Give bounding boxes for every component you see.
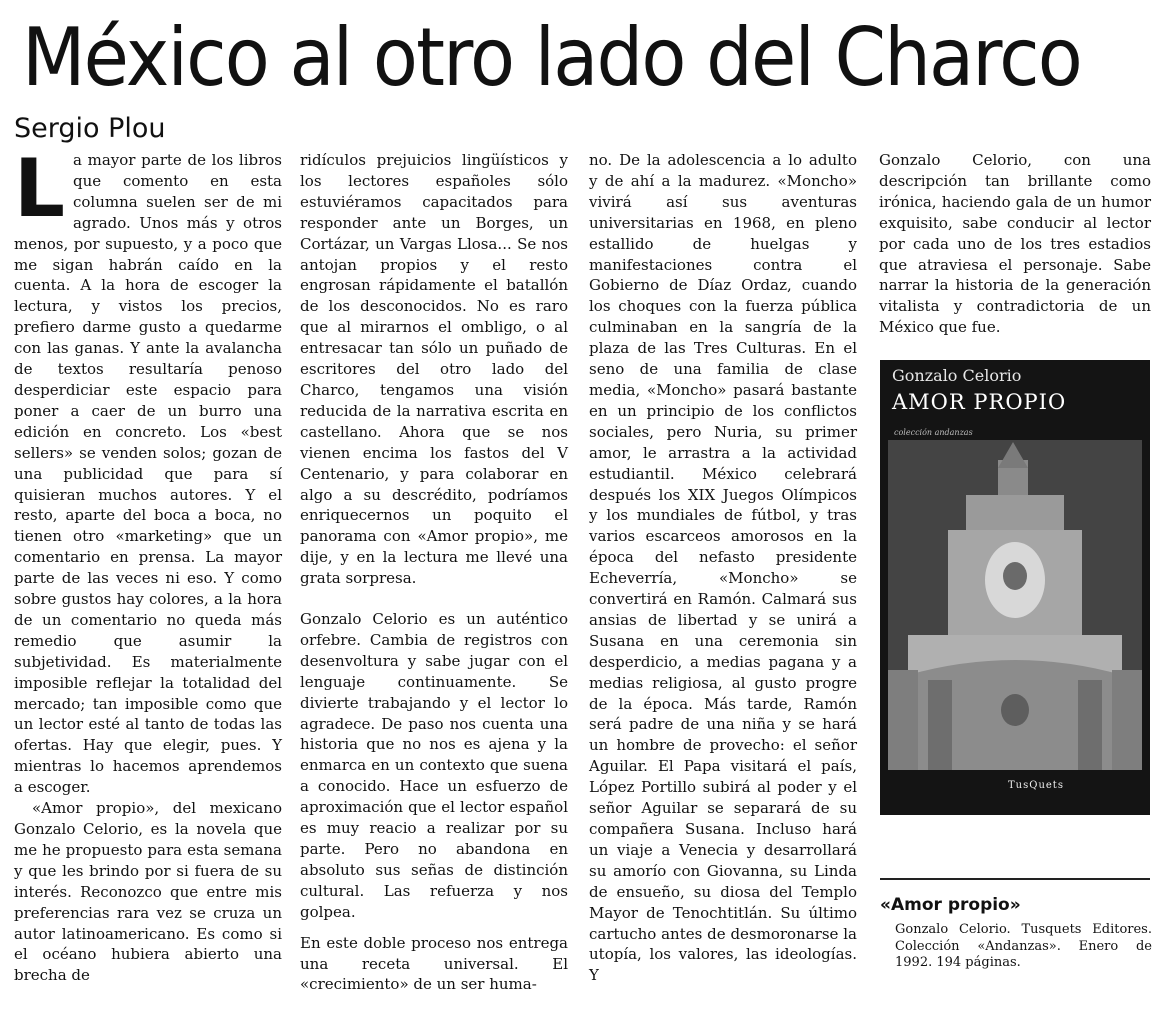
divider (880, 878, 1150, 880)
cover-author: Gonzalo Celorio (892, 366, 1022, 385)
column-2 (300, 150, 568, 995)
paragraph-3: ridículos prejuicios lingüísticos y los lectores españoles sólo estuviéramos capacitados para responder ante un Borges, un Cortázar, un Vargas Llosa... Se nos antojan propios y el resto engrosan rápidamente el batallón de los desconocidos. No es raro que al mirarnos el ombligo, o al entresacar tan sólo un puñado de escritores del otro lado del Charco, tengamos una visión reducida de la narrativa escrita en castellano. Ahora que se nos vienen encima los fastos del V Centenario, y para colaborar en algo a su descrédito, podríamos enriquecernos un poquito el panorama con «Amor propio», me dije, y en la lectura me llevé una grata sorpresa. (300, 151, 568, 588)
paragraph-6: no. De la adolescencia a lo adulto y de ahí a la madurez. «Moncho» vivirá así sus aventuras universitarias en 1968, en pleno estallido de huelgas y manifestaciones contra el Gobierno de Díaz Ordaz, cuando los choques con la fuerza pública culminaban en la sangría de la plaza de las Tres Culturas. En el seno de una familia de clase media, «Moncho» pasará bastante en un principio de los conflictos sociales, pero Nuria, su primer amor, le arrastra a la actividad estudiantil. México celebrará después los XIX Juegos Olímpicos y los mundiales de fútbol, y tras varios escarceos amorosos en la época del nefasto presidente Echeverría, «Moncho» se convertirá en Ramón. Calmará sus ansias de libertad y se unirá a Susana en una ceremonia sin desperdicio, a medias pagana y a medias religiosa, al gusto progre de la época. Más tarde, Ramón será padre de una niña y se hará un hombre de provecho: el señor Aguilar. El Papa visitará el país, López Portillo subirá al poder y el señor Aguilar se separará de su compañera Susana. Incluso hará un viaje a Venecia y desarrollará su amorío con Giovanna, su Linda de ensueño, su diosa del Templo Mayor de Tenochtitlán. Su último cartucho antes de desmoronarse la utopía, los valores, las ideologías. Y (589, 151, 857, 985)
publisher-logo: TusQuets (1008, 780, 1064, 791)
book-cover (880, 360, 1150, 815)
paragraph-1 (14, 142, 282, 798)
column-1 (14, 142, 282, 986)
headline: México al otro lado del Charco (22, 11, 1081, 104)
paragraph-1-text: a mayor parte de los libros que comento en esta columna suelen ser de mi agrado. Unos más y otros menos, por supuesto, y a poco que me sigan habrán caído en la cuenta. A la hora de escoger la lectura, y vistos los precios, prefiero darme gusto a quedarme con las ganas. Y ante la avalancha de textos resultaría penoso desperdiciar este espacio para poner a caer de un burro una edición en concreto. Los «best sellers» se venden solos; gozan de una publicidad que para sí quisieran muchos autores. Y el resto, aparte del boca a boca, no tienen otro «marketing» que un comentario en prensa. La mayor parte de las veces ni eso. Y como sobre gustos hay colores, a la hora de un comentario no queda más remedio que asumir la subjetividad. Es materialmente imposible reflejar la totalidad del mercado; tan imposible como que un lector esté al tanto de todas las ofertas. Hay que elegir, pues. Y mientras lo hacemos aprendemos a escoger. (14, 151, 282, 797)
byline: Sergio Plou (14, 113, 166, 144)
column-3 (589, 150, 857, 986)
book-info-title: «Amor propio» (880, 895, 1021, 915)
paragraph-4: Gonzalo Celorio es un auténtico orfebre. Cambia de registros con desenvoltura y sabe jugar con el lenguaje continuamente. Se divierte trabajando y el lector lo agradece. De paso nos cuenta una historia que no nos es ajena y la enmarca en un contexto que suena a conocido. Hace un esfuerzo de aproximación que el lector español es muy reacio a realizar por su parte. Pero no abandona en absoluto sus señas de distinción cultural. Las refuerza y nos golpea. (300, 610, 568, 921)
paragraph-2: «Amor propio», del mexicano Gonzalo Celorio, es la novela que me he propuesto para esta semana y que les brindo por si fuera de su interés. Reconozco que entre mis preferencias rara vez se cruza un autor latinoamericano. Es como si el océano hubiera abierto una brecha de (14, 799, 282, 985)
drop-cap: L (14, 142, 65, 235)
cover-collection: colección andanzas (894, 428, 973, 437)
cover-photo-building-icon (888, 440, 1142, 770)
paragraph-7: Gonzalo Celorio, con una descripción tan brillante como irónica, haciendo gala de un humor exquisito, sabe conducir al lector por cada uno de los tres estadios que atraviesa el personaje. Sabe narrar la historia de la generación vitalista y contradictoria de un México que fue. (879, 151, 1151, 337)
column-4 (879, 150, 1151, 338)
paragraph-spacer (300, 923, 568, 933)
paragraph-spacer (300, 589, 568, 609)
paragraph-5: En este doble proceso nos entrega una receta universal. El «crecimiento» de un ser huma- (300, 933, 568, 994)
book-info-details: Gonzalo Celorio. Tusquets Editores. Colección «Andanzas». Enero de 1992. 194 páginas. (895, 922, 1152, 970)
cover-title: AMOR PROPIO (892, 390, 1067, 414)
